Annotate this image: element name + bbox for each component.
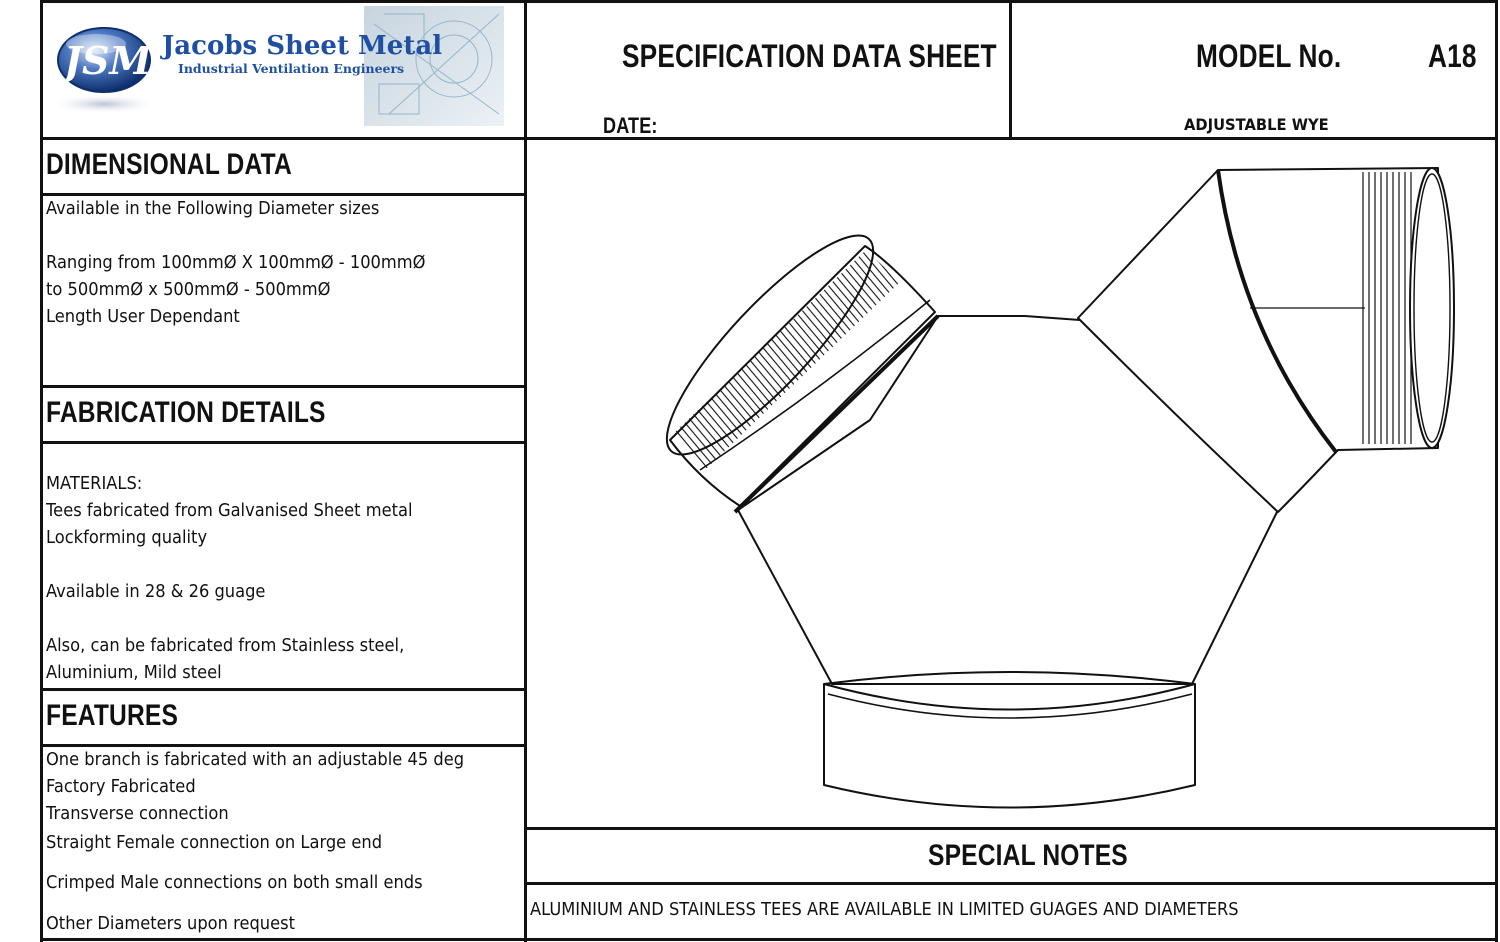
feature-line: One branch is fabricated with an adjustable 45 deg — [46, 750, 465, 770]
line-fab-top — [40, 385, 526, 388]
model-label: MODEL No. — [1196, 38, 1342, 74]
divider-model — [1009, 0, 1012, 140]
product-name: ADJUSTABLE WYE — [1184, 115, 1329, 134]
special-notes-text: ALUMINIUM AND STAINLESS TEES ARE AVAILABLE IN LIMITED GUAGES AND DIAMETERS — [530, 900, 1239, 920]
wye-illustration — [527, 140, 1495, 826]
fabrication-line: Aluminium, Mild steel — [46, 663, 222, 683]
feature-line: Crimped Male connections on both small ends — [46, 873, 423, 893]
line-notes-top — [526, 827, 1498, 830]
line-fab-title — [40, 441, 526, 444]
features-title: FEATURES — [46, 699, 179, 732]
sheet-title: SPECIFICATION DATA SHEET — [622, 38, 997, 74]
dimensional-title: DIMENSIONAL DATA — [46, 148, 292, 181]
feature-line: Factory Fabricated — [46, 777, 196, 797]
dimensional-line: Length User Dependant — [46, 307, 240, 327]
fabrication-line: Tees fabricated from Galvanised Sheet metal — [46, 501, 413, 521]
feature-line: Transverse connection — [46, 804, 229, 824]
dimensional-line: Available in the Following Diameter sizes — [46, 199, 380, 219]
frame-right — [1495, 0, 1498, 942]
wye-drawing — [527, 140, 1495, 826]
model-value: A18 — [1428, 38, 1477, 74]
line-notes-title — [526, 882, 1498, 885]
line-feat-top — [40, 688, 526, 691]
dimensional-line: to 500mmØ x 500mmØ - 500mmØ — [46, 280, 331, 300]
fabrication-line: MATERIALS: — [46, 474, 143, 494]
special-notes-title: SPECIAL NOTES — [928, 839, 1128, 872]
fabrication-line: Available in 28 & 26 guage — [46, 582, 266, 602]
fabrication-line: Lockforming quality — [46, 528, 208, 548]
dimensional-line: Ranging from 100mmØ X 100mmØ - 100mmØ — [46, 253, 426, 273]
logo-graphic — [44, 4, 522, 134]
company-logo — [44, 4, 522, 134]
frame-top — [40, 0, 1498, 3]
frame-left — [40, 0, 43, 942]
fabrication-line: Also, can be fabricated from Stainless steel, — [46, 636, 405, 656]
logo-tagline: Industrial Ventilation Engineers — [178, 61, 405, 76]
feature-line: Other Diameters upon request — [46, 914, 295, 934]
logo-mark: JSM — [64, 38, 152, 83]
date-label: DATE: — [603, 113, 658, 138]
logo-company: Jacobs Sheet Metal — [162, 31, 443, 61]
feature-line: Straight Female connection on Large end — [46, 833, 383, 853]
dimensional-body — [46, 196, 522, 331]
fabrication-title: FABRICATION DETAILS — [46, 396, 326, 429]
fabrication-body — [46, 471, 522, 687]
frame-bottom — [40, 938, 1498, 941]
